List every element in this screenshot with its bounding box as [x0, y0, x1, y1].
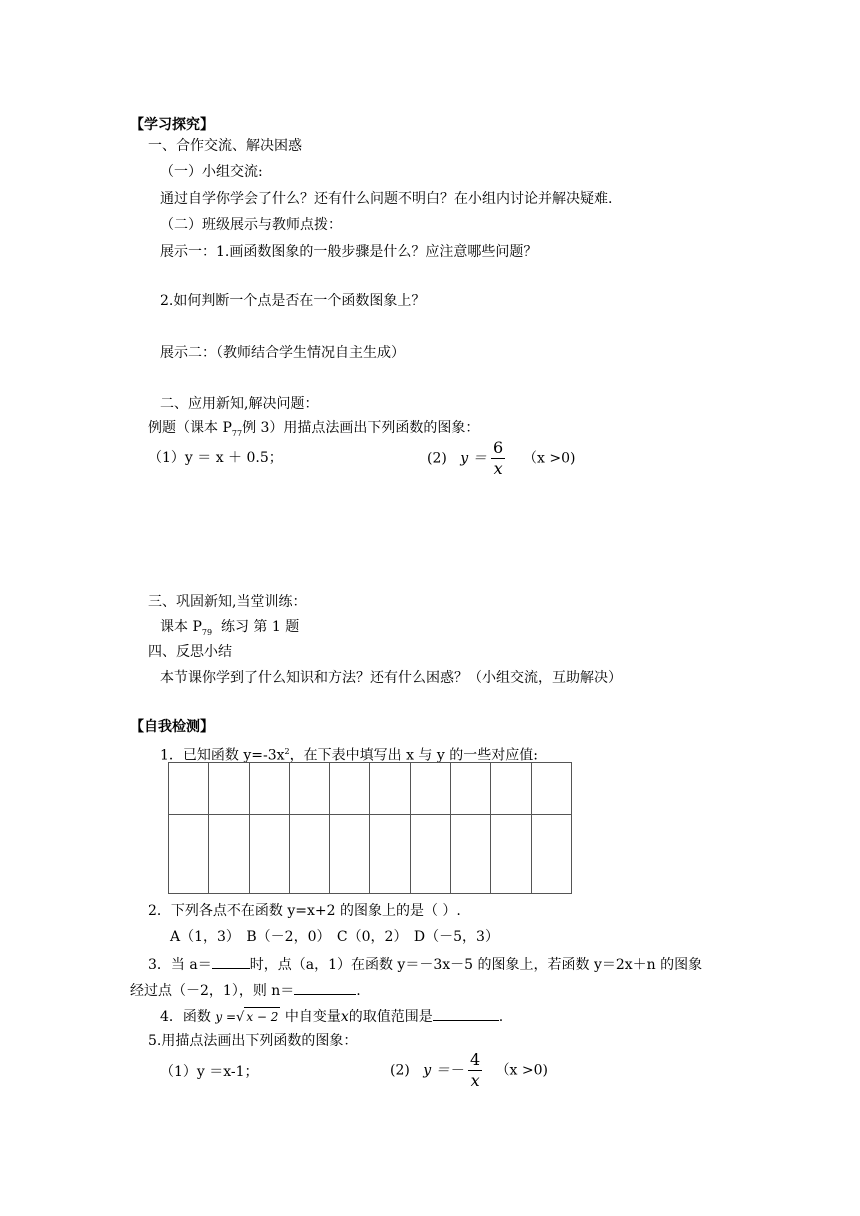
fraction-numerator: 4: [470, 1050, 481, 1069]
example-2-label: (2): [427, 450, 447, 467]
section-heading-study: 【学习探究】: [130, 117, 214, 133]
q5-1: （1）y ＝x-1；: [160, 1064, 259, 1080]
class-show-title: （二）班级展示与教师点拨：: [160, 217, 342, 233]
group-exchange-title: （一）小组交流:: [160, 164, 263, 180]
q4-middle: 中自变量: [284, 1009, 341, 1025]
fraction-denominator: x: [493, 459, 503, 478]
example-prefix: 例题（课本 P: [148, 420, 232, 436]
q5-2-label: (2): [390, 1062, 410, 1079]
q5-2-fraction: [468, 1050, 482, 1091]
q4-prefix: 4．函数: [160, 1009, 211, 1025]
table-cell[interactable]: [169, 815, 209, 894]
table-cell[interactable]: [289, 815, 329, 894]
table-cell[interactable]: [330, 763, 370, 815]
q3-end: .: [356, 983, 361, 999]
q3-blank-n[interactable]: [294, 980, 356, 995]
table-cell[interactable]: [451, 763, 491, 815]
example-1: （1）y ＝ x ＋ 0.5；: [148, 450, 283, 466]
q5-2: [390, 1050, 548, 1091]
table-cell[interactable]: [410, 763, 450, 815]
value-table: [168, 762, 572, 894]
table-cell[interactable]: [410, 815, 450, 894]
table-cell[interactable]: [451, 815, 491, 894]
q2-options: A（1，3） B（－2，0） C（0，2） D（－5，3）: [170, 929, 499, 945]
practice-suffix: 练习 第 1 题: [220, 619, 300, 635]
q4-radicand: x − 2: [244, 1007, 280, 1026]
summary-text: 本节课你学到了什么知识和方法？还有什么困惑？（小组交流，互助解决）: [160, 670, 622, 686]
part2-title: 二、应用新知,解决问题：: [160, 396, 319, 412]
section-heading-self-test: 【自我检测】: [130, 719, 214, 735]
table-cell[interactable]: [289, 763, 329, 815]
q5: 5.用描点法画出下列函数的图象：: [148, 1033, 358, 1049]
q4-blank[interactable]: [433, 1006, 499, 1021]
q1-suffix: ，在下表中填写出 x 与 y 的一些对应值:: [289, 747, 538, 764]
q3-blank-a[interactable]: [212, 954, 250, 969]
table-cell[interactable]: [491, 815, 531, 894]
show1-q2: 2.如何判断一个点是否在一个函数图象上？: [160, 293, 426, 309]
example-2: [427, 438, 575, 479]
group-exchange-text: 通过自学你学会了什么？还有什么问题不明白？在小组内讨论并解决疑难.: [160, 191, 613, 207]
example-2-condition: （x >0): [523, 450, 576, 467]
q2: 2．下列各点不在函数 y=x+2 的图象上的是（ ）.: [148, 903, 461, 919]
example-suffix: 例 3）用描点法画出下列函数的图象：: [242, 420, 480, 436]
q4: [160, 1006, 503, 1027]
example-2-lhs: y ＝: [460, 450, 487, 467]
table-cell[interactable]: [531, 763, 571, 815]
table-cell[interactable]: [330, 815, 370, 894]
table-row: [169, 763, 572, 815]
table-cell[interactable]: [370, 763, 410, 815]
practice-page: 79: [201, 627, 213, 637]
table-cell[interactable]: [249, 763, 289, 815]
practice: [160, 618, 299, 642]
example-2-fraction: [491, 438, 505, 479]
table-cell[interactable]: [209, 763, 249, 815]
sqrt-icon: √: [236, 1010, 245, 1025]
q1-prefix: 1．已知函数 y=-3x: [160, 747, 285, 764]
q3-prefix: 3．当 a＝: [148, 957, 212, 973]
table-cell[interactable]: [249, 815, 289, 894]
q3-line2: [130, 980, 361, 1000]
example-page: 77: [231, 428, 243, 438]
q5-2-condition: （x >0): [495, 1062, 549, 1079]
q1-exponent: 2: [284, 747, 290, 756]
practice-prefix: 课本 P: [160, 619, 202, 635]
q4-y: y =: [215, 1010, 237, 1024]
fraction-numerator: 6: [493, 438, 504, 457]
show2: 展示二：（教师结合学生情况自主生成）: [160, 345, 405, 361]
table-cell[interactable]: [491, 763, 531, 815]
q3-line2-text: 经过点（－2，1），则 n＝: [130, 983, 295, 999]
q4-end: .: [498, 1009, 504, 1025]
table-row: [169, 815, 572, 894]
q3-line1: [148, 954, 702, 974]
part1-title: 一、合作交流、解决困惑: [148, 138, 302, 154]
q5-2-lhs: y ＝－: [423, 1062, 464, 1079]
part3-title: 三、巩固新知,当堂训练：: [148, 594, 307, 610]
show1-q1: 展示一：1.画函数图象的一般步骤是什么？应注意哪些问题？: [160, 244, 538, 260]
q3-middle: 时，点（a，1）在函数 y＝－3x－5 的图象上，若函数 y＝2x＋n 的图象: [249, 957, 703, 973]
table-cell[interactable]: [531, 815, 571, 894]
fraction-denominator: x: [470, 1071, 480, 1090]
q4-range-text: 的取值范围是: [348, 1009, 433, 1025]
table-cell[interactable]: [370, 815, 410, 894]
table-cell[interactable]: [209, 815, 249, 894]
table-cell[interactable]: [169, 763, 209, 815]
part4-title: 四、反思小结: [148, 644, 232, 660]
q4-x: x: [340, 1009, 349, 1025]
